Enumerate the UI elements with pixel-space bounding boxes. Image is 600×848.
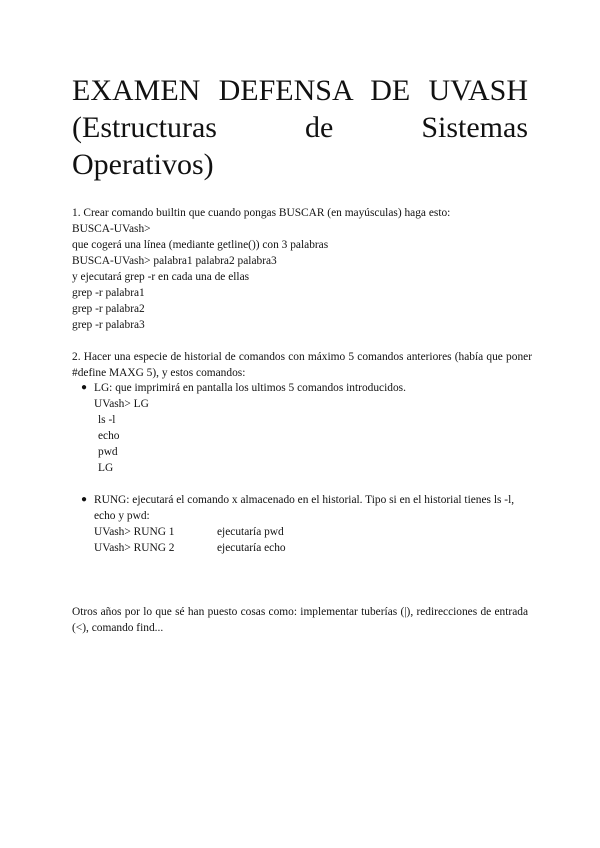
q1-line: que cogerá una línea (mediante getline()) con 3 palabras bbox=[72, 239, 329, 251]
other-years-note bbox=[72, 604, 528, 636]
bullet-icon: ● bbox=[81, 494, 88, 505]
rung-result: ejecutaría echo bbox=[217, 542, 286, 554]
title-line-2: (Estructuras de Sistemas bbox=[72, 111, 528, 144]
lg-example-line: echo bbox=[98, 430, 120, 442]
rung-description: RUNG: ejecutará el comando x almacenado en el historial. Tipo si en el historial tienes ls -l, echo y pwd: bbox=[94, 494, 515, 522]
q1-line: grep -r palabra2 bbox=[72, 303, 145, 315]
lg-example bbox=[72, 396, 532, 476]
q2-intro-text: 2. Hacer una especie de historial de comandos con máximo 5 comandos anteriores (había que poner #define MAXG 5), y estos comandos: bbox=[72, 351, 532, 379]
q1-line: grep -r palabra1 bbox=[72, 287, 145, 299]
q1-line: grep -r palabra3 bbox=[72, 319, 145, 331]
lg-example-line: pwd bbox=[98, 446, 118, 458]
rung-example-row bbox=[94, 524, 532, 540]
q1-line: BUSCA-UVash> bbox=[72, 223, 151, 235]
q1-line: BUSCA-UVash> palabra1 palabra2 palabra3 bbox=[72, 255, 277, 267]
lg-description: LG: que imprimirá en pantalla los ultimos 5 comandos introducidos. bbox=[94, 382, 406, 394]
title-line-1: EXAMEN DEFENSA DE UVASH bbox=[72, 74, 528, 107]
lg-bullet-row bbox=[72, 380, 532, 396]
rung-bullet-row bbox=[72, 492, 532, 524]
rung-command: UVash> RUNG 1 bbox=[94, 526, 175, 538]
lg-example-line: ls -l bbox=[98, 414, 116, 426]
question-1 bbox=[72, 205, 532, 333]
rung-example-table bbox=[72, 524, 532, 556]
q1-line: 1. Crear comando builtin que cuando pongas BUSCAR (en mayúsculas) haga esto: bbox=[72, 207, 451, 219]
lg-bullet-item bbox=[72, 380, 532, 476]
question-2-intro bbox=[72, 349, 532, 381]
rung-command: UVash> RUNG 2 bbox=[94, 542, 175, 554]
rung-result: ejecutaría pwd bbox=[217, 526, 284, 538]
q1-line: y ejecutará grep -r en cada una de ellas bbox=[72, 271, 250, 283]
lg-example-line: LG bbox=[98, 462, 114, 474]
bullet-icon: ● bbox=[81, 382, 88, 393]
title-line-3: Operativos) bbox=[72, 148, 214, 181]
rung-bullet-item bbox=[72, 492, 532, 556]
page-title bbox=[72, 72, 528, 183]
other-years-text: Otros años por lo que sé han puesto cosas como: implementar tuberías (|), redirecciones de entrada (<), comando find... bbox=[72, 606, 528, 634]
lg-example-line: UVash> LG bbox=[94, 398, 149, 410]
rung-example-row bbox=[94, 540, 532, 556]
